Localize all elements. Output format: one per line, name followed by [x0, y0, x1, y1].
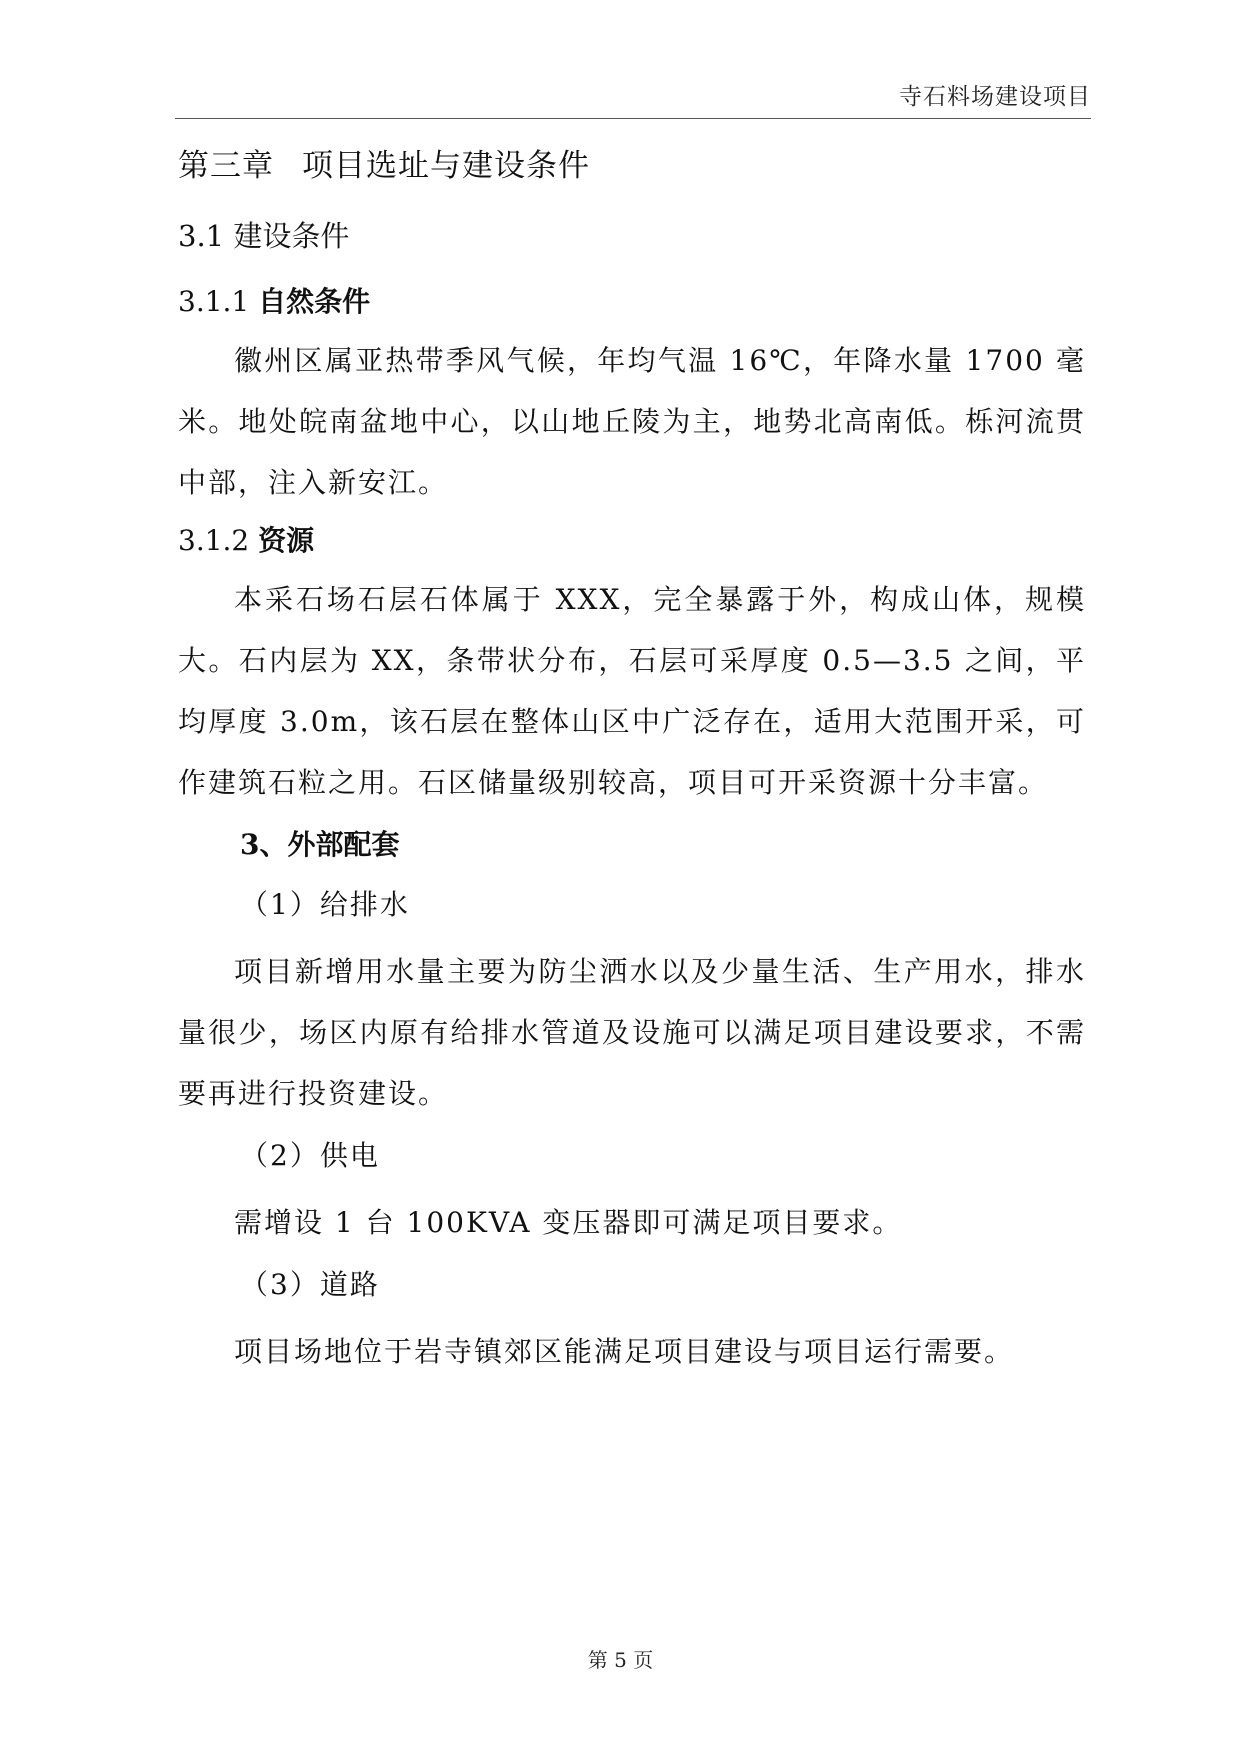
resources-paragraph: 本采石场石层石体属于 XXX，完全暴露于外，构成山体，规模大。石内层为 XX，条带状分布，石层可采厚度 0.5—3.5 之间，平均厚度 3.0m，该石层在整体山区中广泛存在，适用大范围开采，可作建筑石粒之用。石区储量级别较高，项目可开采资源十分丰富。	[178, 583, 1086, 799]
natural-conditions-paragraph: 徽州区属亚热带季风气候，年均气温 16℃，年降水量 1700 毫米。地处皖南盆地中心，以山地丘陵为主，地势北高南低。栎河流贯中部，注入新安江。	[178, 344, 1086, 499]
section-title: 自然条件	[258, 285, 371, 318]
page-body	[178, 142, 1086, 1388]
page-number: 第 5 页	[587, 1648, 654, 1672]
section-heading-3-1: 3.1 建设条件	[178, 219, 350, 253]
section-heading-3-1-1	[178, 280, 1086, 324]
water-supply-paragraph: 项目新增用水量主要为防尘洒水以及少量生活、生产用水，排水量很少，场区内原有给排水管道及设施可以满足项目建设要求，不需要再进行投资建设。	[178, 955, 1086, 1110]
road-heading: （3）道路	[240, 1268, 380, 1301]
section-number: 3.1.1	[178, 285, 250, 318]
header-rule	[175, 118, 1091, 119]
power-supply-heading: （2）供电	[240, 1139, 380, 1172]
section-heading-3-1-2	[178, 519, 1086, 563]
section-number: 3.1.2	[178, 524, 250, 557]
running-header: 寺石料场建设项目	[899, 84, 1091, 110]
external-facilities-heading: 3、外部配套	[240, 828, 400, 861]
chapter-title: 项目选址与建设条件	[302, 148, 590, 184]
chapter-number: 第三章	[178, 148, 274, 184]
power-supply-paragraph: 需增设 1 台 100KVA 变压器即可满足项目要求。	[234, 1206, 903, 1239]
section-title: 资源	[258, 524, 315, 557]
chapter-heading	[178, 142, 1086, 190]
road-paragraph: 项目场地位于岩寺镇郊区能满足项目建设与项目运行需要。	[234, 1335, 1015, 1368]
water-supply-heading: （1）给排水	[240, 888, 410, 921]
